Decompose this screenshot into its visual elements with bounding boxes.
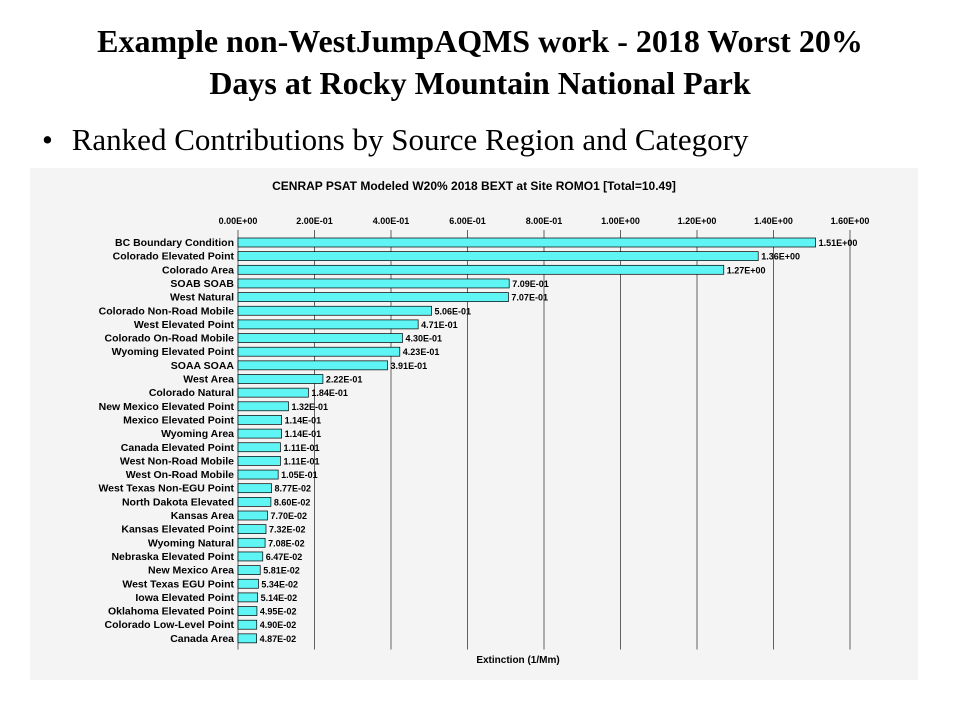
- bullet-icon: •: [42, 122, 53, 157]
- value-label: 7.08E-02: [268, 538, 305, 549]
- value-label: 7.32E-02: [268, 524, 306, 535]
- category-label: SOAB SOAB: [170, 277, 234, 290]
- bar: [238, 238, 816, 247]
- value-label: 1.14E-01: [284, 415, 322, 426]
- bar: [238, 634, 257, 643]
- value-label: 8.60E-02: [273, 497, 311, 508]
- category-label: West Texas Non-EGU Point: [98, 482, 234, 495]
- value-label: 6.47E-02: [265, 551, 303, 562]
- category-labels: [98, 237, 234, 645]
- bar: [238, 252, 758, 261]
- x-tick-label: 0.00E+00: [218, 216, 258, 226]
- category-label: West Non-Road Mobile: [119, 455, 234, 468]
- value-label: 4.30E-01: [405, 333, 443, 344]
- value-label: 2.22E-01: [325, 374, 363, 385]
- value-label: 7.07E-01: [511, 292, 548, 303]
- value-label: 1.05E-01: [281, 470, 318, 481]
- value-label: 5.81E-02: [263, 565, 300, 576]
- bar: [238, 265, 724, 274]
- category-label: West On-Road Mobile: [125, 469, 234, 482]
- category-label: Kansas Elevated Point: [121, 523, 234, 536]
- value-label: 1.27E+00: [726, 265, 766, 276]
- x-axis-title: Extinction (1/Mm): [476, 655, 560, 666]
- bar: [238, 293, 508, 302]
- category-label: West Elevated Point: [133, 318, 234, 331]
- bar: [238, 361, 388, 370]
- value-label: 7.70E-02: [270, 511, 307, 521]
- bar: [238, 347, 400, 356]
- category-label: West Natural: [170, 291, 234, 304]
- category-label: Wyoming Natural: [147, 537, 234, 550]
- bar-chart: [30, 168, 918, 680]
- value-label: 4.71E-01: [421, 319, 458, 330]
- bar: [238, 415, 282, 424]
- bar: [238, 593, 258, 602]
- bar: [238, 375, 323, 384]
- bar: [238, 620, 257, 629]
- value-label: 3.91E-01: [390, 360, 428, 371]
- x-tick-label: 8.00E-01: [525, 216, 563, 226]
- bar: [238, 566, 260, 575]
- chart-panel: [30, 168, 918, 680]
- category-label: North Dakota Elevated: [121, 496, 234, 509]
- value-label: 1.36E+00: [761, 251, 800, 262]
- bar: [238, 320, 418, 329]
- bullet-text: Ranked Contributions by Source Region and Category: [71, 122, 749, 157]
- category-label: Mexico Elevated Point: [123, 414, 234, 427]
- value-label: 1.84E-01: [311, 388, 348, 399]
- category-label: Wyoming Elevated Point: [111, 346, 234, 359]
- bar: [238, 456, 280, 465]
- bar: [238, 388, 308, 397]
- value-label: 1.51E+00: [818, 238, 858, 248]
- bar: [238, 497, 271, 506]
- slide-title-line-1: Example non-WestJumpAQMS work - 2018 Worst 20%: [97, 23, 863, 59]
- category-label: Colorado Low-Level Point: [104, 619, 234, 632]
- value-label: 5.06E-01: [434, 306, 472, 317]
- category-label: Kansas Area: [170, 510, 234, 522]
- x-tick-label: 6.00E-01: [449, 216, 486, 226]
- x-tick-label: 1.40E+00: [754, 216, 793, 226]
- value-label: 8.77E-02: [274, 483, 312, 494]
- category-label: Iowa Elevated Point: [135, 591, 234, 604]
- category-label: Colorado Elevated Point: [112, 250, 234, 263]
- bar: [238, 484, 272, 493]
- value-label: 1.14E-01: [284, 429, 322, 440]
- bar: [238, 279, 509, 288]
- value-label: 5.34E-02: [261, 579, 298, 590]
- bar: [238, 334, 402, 343]
- category-label: Wyoming Area: [161, 428, 234, 441]
- x-tick-labels: [219, 216, 870, 226]
- bar: [238, 429, 282, 438]
- bar: [238, 306, 432, 315]
- bar: [238, 470, 278, 479]
- bullet-item: [42, 122, 748, 158]
- bar: [238, 511, 267, 520]
- bar: [238, 525, 266, 534]
- category-label: Colorado Area: [162, 264, 234, 277]
- category-label: Colorado Non-Road Mobile: [98, 305, 234, 318]
- value-label: 4.87E-02: [259, 633, 297, 644]
- value-label: 1.32E-01: [291, 401, 329, 412]
- slide-title: [0, 20, 960, 104]
- value-label: 4.23E-01: [402, 347, 440, 358]
- bar: [238, 552, 263, 561]
- slide-title-line-2: Days at Rocky Mountain National Park: [209, 65, 751, 101]
- category-label: West Area: [183, 373, 234, 386]
- chart-title: CENRAP PSAT Modeled W20% 2018 BEXT at Site ROMO1 [Total=10.49]: [272, 179, 676, 193]
- category-label: New Mexico Area: [148, 564, 234, 577]
- value-label: 4.90E-02: [259, 620, 297, 631]
- bar: [238, 538, 265, 547]
- bar: [238, 607, 257, 616]
- category-label: Nebraska Elevated Point: [111, 550, 234, 563]
- category-label: SOAA SOAA: [170, 359, 234, 372]
- category-label: Colorado On-Road Mobile: [104, 332, 234, 345]
- x-tick-label: 1.20E+00: [677, 216, 717, 226]
- category-label: Oklahoma Elevated Point: [107, 605, 234, 618]
- value-label: 4.95E-02: [259, 606, 297, 617]
- x-tick-label: 2.00E-01: [296, 216, 333, 226]
- x-tick-label: 1.60E+00: [830, 216, 870, 226]
- value-label: 7.09E-01: [512, 278, 549, 289]
- x-tick-label: 1.00E+00: [601, 216, 640, 226]
- category-label: New Mexico Elevated Point: [98, 400, 234, 413]
- category-label: West Texas EGU Point: [122, 578, 234, 591]
- bar: [238, 443, 280, 452]
- category-label: Colorado Natural: [148, 387, 234, 400]
- value-label: 5.14E-02: [260, 592, 298, 603]
- category-label: BC Boundary Condition: [115, 237, 234, 249]
- x-tick-label: 4.00E-01: [372, 216, 410, 226]
- value-label: 1.11E-01: [283, 442, 320, 453]
- category-label: Canada Elevated Point: [120, 441, 234, 454]
- bar: [238, 579, 258, 588]
- bar: [238, 402, 288, 411]
- value-label: 1.11E-01: [283, 456, 320, 467]
- category-label: Canada Area: [170, 632, 234, 645]
